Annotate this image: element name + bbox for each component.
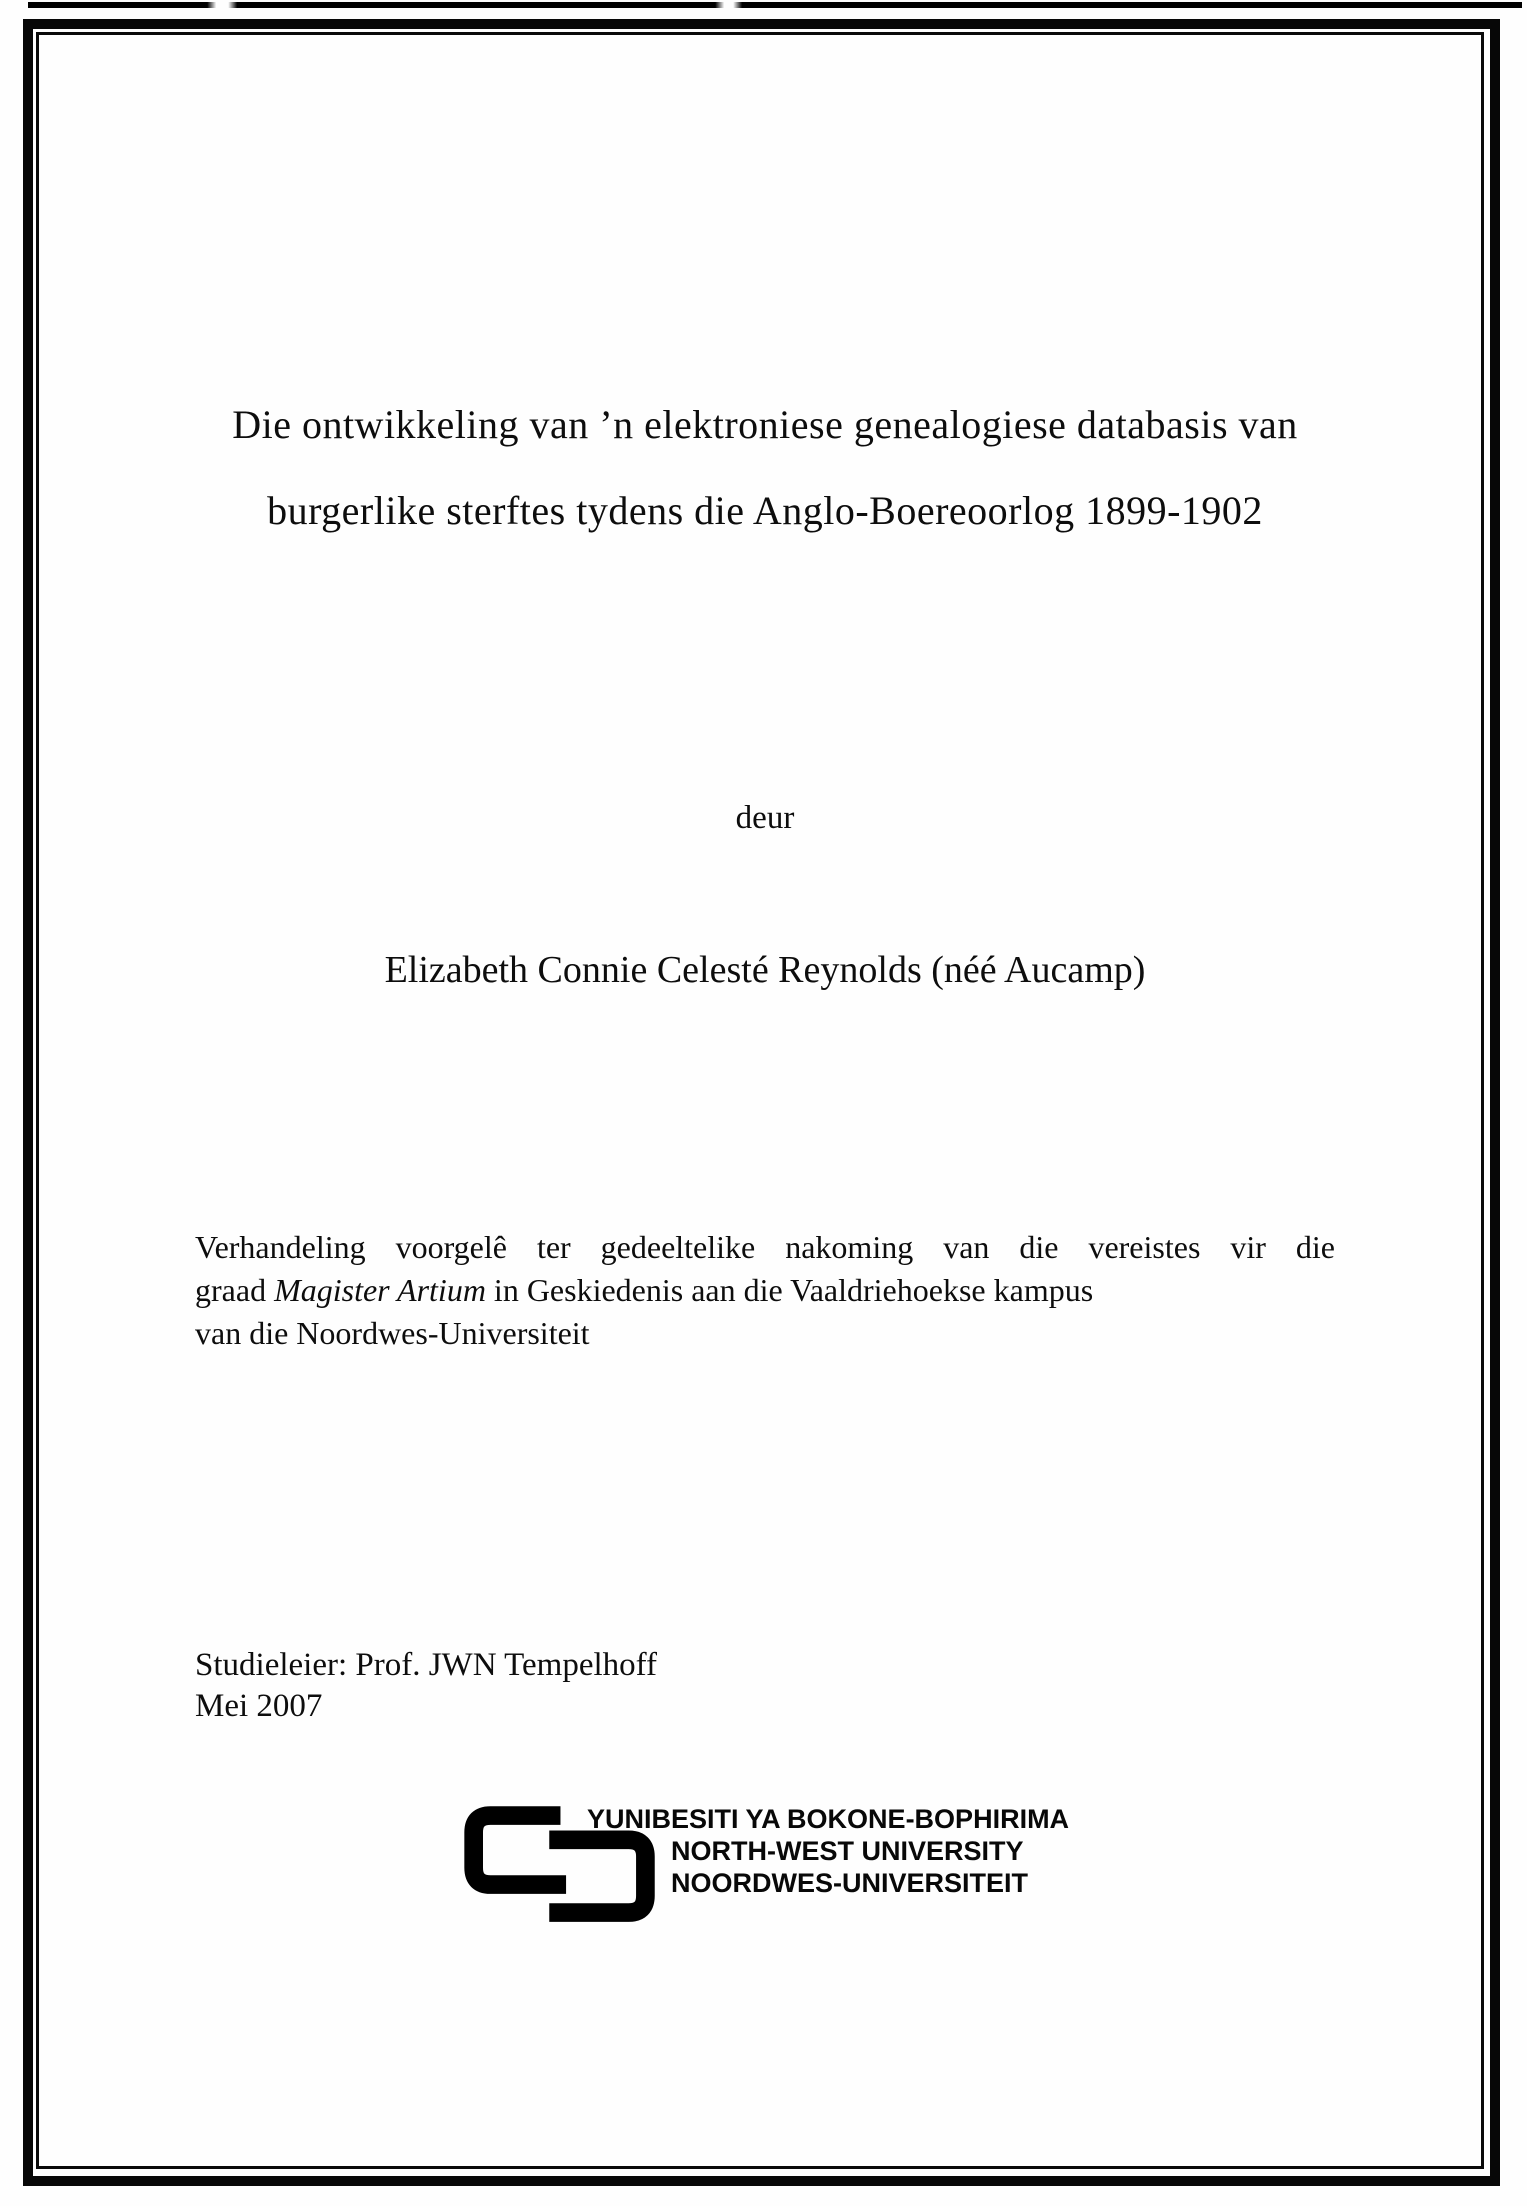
logo-text-setswana: YUNIBESITI YA BOKONE-BOPHIRIMA xyxy=(587,1804,1070,1834)
supervisor-block xyxy=(195,1645,1095,1727)
degree-statement-line2-post: in Geskiedenis aan die Vaaldriehoekse kampus xyxy=(485,1272,1094,1308)
university-logo-text xyxy=(587,1795,1069,1899)
scan-artifact-strip xyxy=(28,2,1522,8)
university-logo xyxy=(455,1795,1069,1935)
author-name: Elizabeth Connie Celesté Reynolds (néé Aucamp) xyxy=(384,949,1146,991)
degree-statement-line2 xyxy=(195,1269,1335,1312)
thesis-title-line1: Die ontwikkeling van ’n elektroniese genealogiese databasis van xyxy=(232,402,1298,447)
chain-link-left-icon xyxy=(474,1816,566,1885)
thesis-title xyxy=(190,382,1340,554)
degree-statement-line3: van die Noordwes-Universiteit xyxy=(195,1315,590,1351)
byline-label: deur xyxy=(735,800,795,836)
thesis-title-line2: burgerlike sterftes tydens die Anglo-Boereoorlog 1899-1902 xyxy=(267,488,1263,533)
supervisor-line: Studieleier: Prof. JWN Tempelhoff xyxy=(195,1647,658,1683)
degree-statement xyxy=(195,1226,1335,1355)
degree-name-italic: Magister Artium xyxy=(274,1272,486,1308)
logo-text-english: NORTH-WEST UNIVERSITY xyxy=(671,1836,1024,1866)
degree-statement-line2-pre: graad xyxy=(195,1272,275,1308)
degree-statement-line1: Verhandeling voorgelê ter gedeeltelike nakoming van die vereistes vir die xyxy=(195,1229,1335,1265)
logo-text-afrikaans: NOORDWES-UNIVERSITEIT xyxy=(671,1868,1029,1898)
date-line: Mei 2007 xyxy=(195,1688,323,1724)
